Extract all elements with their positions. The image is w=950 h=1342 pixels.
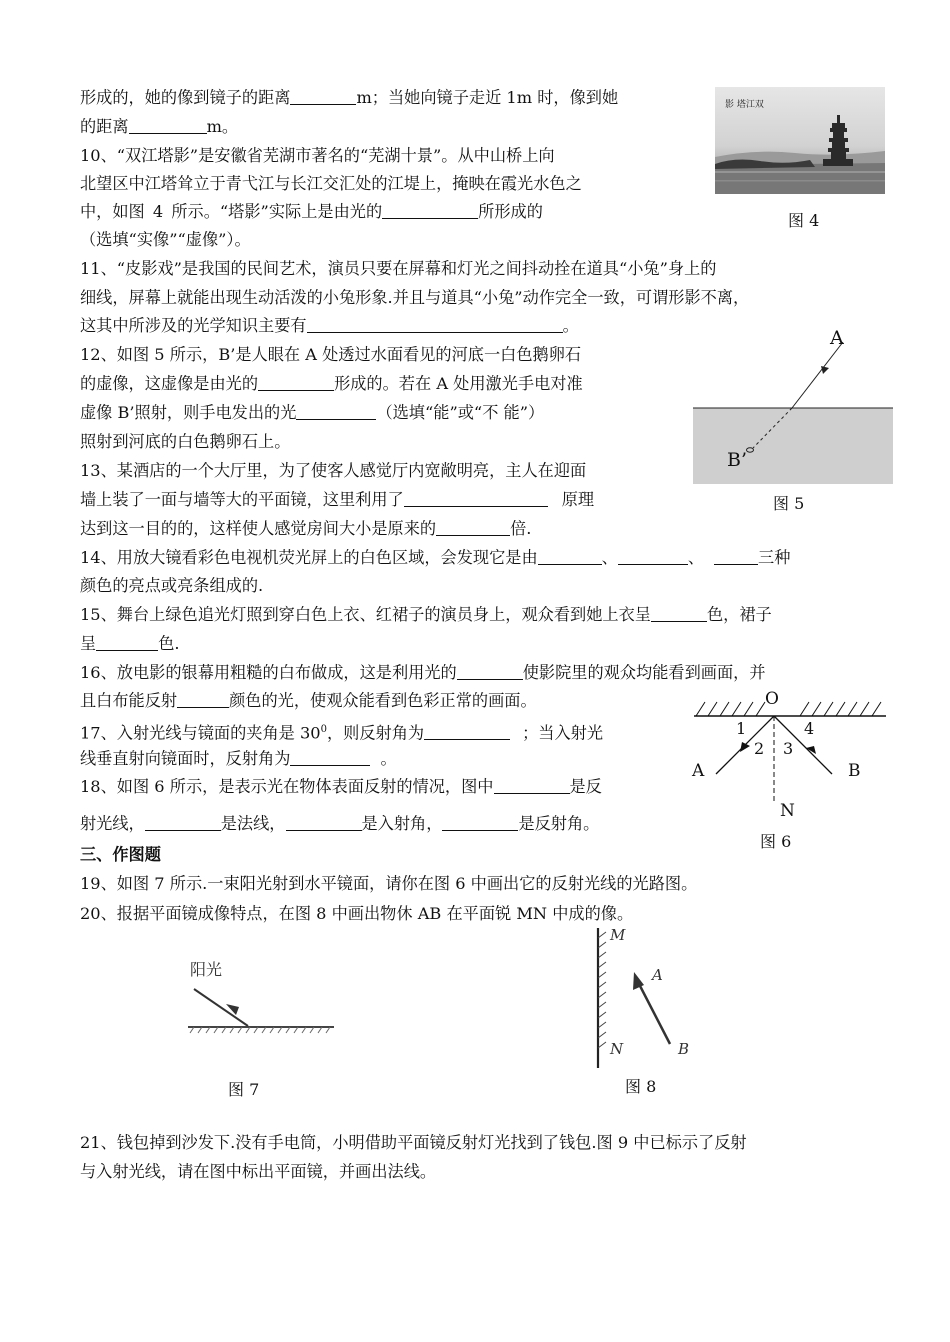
q12-line4: 照射到河底的白色鹅卵石上。: [80, 432, 291, 451]
answer-blank[interactable]: [129, 117, 207, 134]
answer-blank[interactable]: [307, 316, 563, 333]
q10-line3: 中，如图 4 所示。“塔影”实际上是由光的 所形成的: [80, 202, 543, 221]
label-sunlight: 阳光: [190, 960, 223, 979]
answer-blank[interactable]: [145, 814, 221, 831]
label-angle-3: 3: [783, 739, 794, 758]
q12-line2: 的虚像，这虚像是由光的 形成的。若在 A 处用激光手电对准: [80, 374, 583, 393]
sunlight-ray-line: [194, 989, 248, 1026]
answer-blank[interactable]: [436, 519, 510, 536]
q20-line: 20、报据平面镜成像特点，在图 8 中画出物休 AB 在平面锐 MN 中成的像。: [80, 904, 634, 923]
q9-line1: 形成的，她的像到镜子的距离 m；当她向镜子走近 1m 时，像到她: [80, 88, 619, 107]
answer-blank[interactable]: [286, 814, 362, 831]
label-n: N: [610, 1040, 624, 1058]
object-ab-arrow-line: [638, 982, 670, 1044]
q10-line2: 北望区中江塔耸立于青弋江与长江交汇处的江堤上，掩映在霞光水色之: [80, 174, 582, 193]
answer-blank[interactable]: [296, 403, 376, 420]
figure-5-caption: 图 5: [773, 494, 805, 513]
q17-line1: 17、入射光线与镜面的夹角是 $30^0$，则反射角为 ；当入射光: [80, 723, 604, 743]
figure-5-diagram: [693, 322, 893, 484]
q11-line2: 细线，屏幕上就能出现生动活泼的小兔形象.并且与道具“小兔”动作完全一致，可谓形影不离，: [80, 288, 750, 307]
q11-line1: 11、“皮影戏”是我国的民间艺术，演员只要在屏幕和灯光之间抖动拴在道具“小兔”身上的: [80, 259, 717, 278]
q13-line3: 达到这一目的的，这样使人感觉房间大小是原来的 倍.: [80, 519, 532, 538]
q12-line1: 12、如图 5 所示，B’是人眼在 A 处透过水面看见的河底一白色鹅卵石: [80, 345, 582, 364]
figure-7-caption: 图 7: [228, 1080, 260, 1099]
answer-blank[interactable]: [96, 634, 158, 651]
q15-line2: 呈 色.: [80, 634, 180, 653]
figure-6-caption: 图 6: [760, 832, 792, 851]
answer-blank[interactable]: [258, 374, 334, 391]
answer-blank[interactable]: [382, 202, 478, 219]
label-n: N: [780, 801, 795, 821]
label-b-prime: B’: [727, 449, 748, 471]
label-b: B: [678, 1040, 690, 1058]
label-angle-1: 1: [736, 719, 747, 738]
label-b: B: [848, 761, 861, 781]
ray-arrow-icon: [821, 366, 829, 374]
figure-6-diagram: [688, 686, 893, 826]
arrow-ao-icon: [740, 742, 750, 752]
q14-line2: 颜色的亮点或亮条组成的.: [80, 576, 264, 595]
mirror-hatching: [598, 932, 606, 1048]
q15-line1: 15、舞台上绿色追光灯照到穿白色上衣、红裙子的演员身上，观众看到她上衣呈 色，裙子: [80, 605, 772, 624]
q11-line3: 这其中所涉及的光学知识主要有 。: [80, 316, 579, 335]
answer-blank[interactable]: [618, 548, 688, 565]
mirror-hatching: [696, 702, 881, 716]
section-heading: 三、作图题: [80, 845, 161, 864]
tower-photo-illustration: [715, 87, 885, 194]
figure-7-diagram: [182, 955, 342, 1035]
answer-blank[interactable]: [404, 490, 548, 507]
q21-line2: 与入射光线，请在图中标出平面镜，并画出法线。: [80, 1162, 437, 1181]
q17-line2: 线垂直射向镜面时，反射角为 。: [80, 749, 397, 768]
q21-line1: 21、钱包掉到沙发下.没有手电筒，小明借助平面镜反射灯光找到了钱包.图 9 中已标示了反射: [80, 1133, 747, 1152]
answer-blank[interactable]: [538, 548, 602, 565]
answer-blank[interactable]: [290, 88, 356, 105]
water-region: [693, 408, 893, 484]
figure-8-caption: 图 8: [625, 1077, 657, 1096]
q12-line3: 虚像 B’照射，则手电发出的光 （选填“能”或“不 能”）: [80, 403, 545, 422]
label-angle-4: 4: [804, 719, 815, 738]
answer-blank[interactable]: [651, 605, 707, 622]
q10-line4: （选填“实像”“虚像”）。: [80, 230, 251, 249]
q9-line2: 的距离 m。: [80, 117, 239, 136]
answer-blank[interactable]: [714, 548, 758, 565]
label-a: A: [830, 327, 844, 349]
q16-line2: 且白布能反射 颜色的光，使观众能看到色彩正常的画面。: [80, 691, 537, 710]
label-angle-2: 2: [754, 739, 765, 758]
q13-line1: 13、某酒店的一个大厅里，为了使客人感觉厅内宽敞明亮，主人在迎面: [80, 461, 587, 480]
label-m: M: [610, 926, 626, 944]
q19-line: 19、如图 7 所示.一束阳光射到水平镜面，请你在图 6 中画出它的反射光线的光路图。: [80, 874, 698, 893]
label-o: O: [765, 689, 779, 709]
object-arrow-head-icon: [633, 972, 644, 990]
q10-line1: 10、“双江塔影”是安徽省芜湖市著名的“芜湖十景”。从中山桥上向: [80, 146, 555, 165]
figure-4-photo: [715, 87, 885, 194]
q16-line1: 16、放电影的银幕用粗糙的白布做成，这是利用光的 使影院里的观众均能看到画面，并: [80, 663, 766, 682]
q13-line2: 墙上装了一面与墙等大的平面镜，这里利用了 原理: [80, 490, 595, 509]
q18-line1: 18、如图 6 所示，是表示光在物体表面反射的情况，图中 是反: [80, 777, 602, 796]
answer-blank[interactable]: [424, 723, 510, 740]
q14-line1: 14、用放大镜看彩色电视机荧光屏上的白色区域，会发现它是由 、 、 三种: [80, 548, 791, 567]
figure-4-caption: 图 4: [788, 211, 820, 230]
label-a: A: [652, 966, 663, 984]
answer-blank[interactable]: [494, 777, 570, 794]
q18-line2: 射光线， 是法线， 是入射角， 是反射角。: [80, 814, 600, 833]
label-a: A: [692, 761, 705, 781]
answer-blank[interactable]: [457, 663, 523, 680]
photo-inscription: 影 塔江双: [725, 100, 764, 110]
figure-8-diagram: [578, 922, 708, 1072]
answer-blank[interactable]: [290, 749, 370, 766]
light-ray-line: [792, 342, 843, 408]
answer-blank[interactable]: [442, 814, 518, 831]
answer-blank[interactable]: [177, 691, 229, 708]
